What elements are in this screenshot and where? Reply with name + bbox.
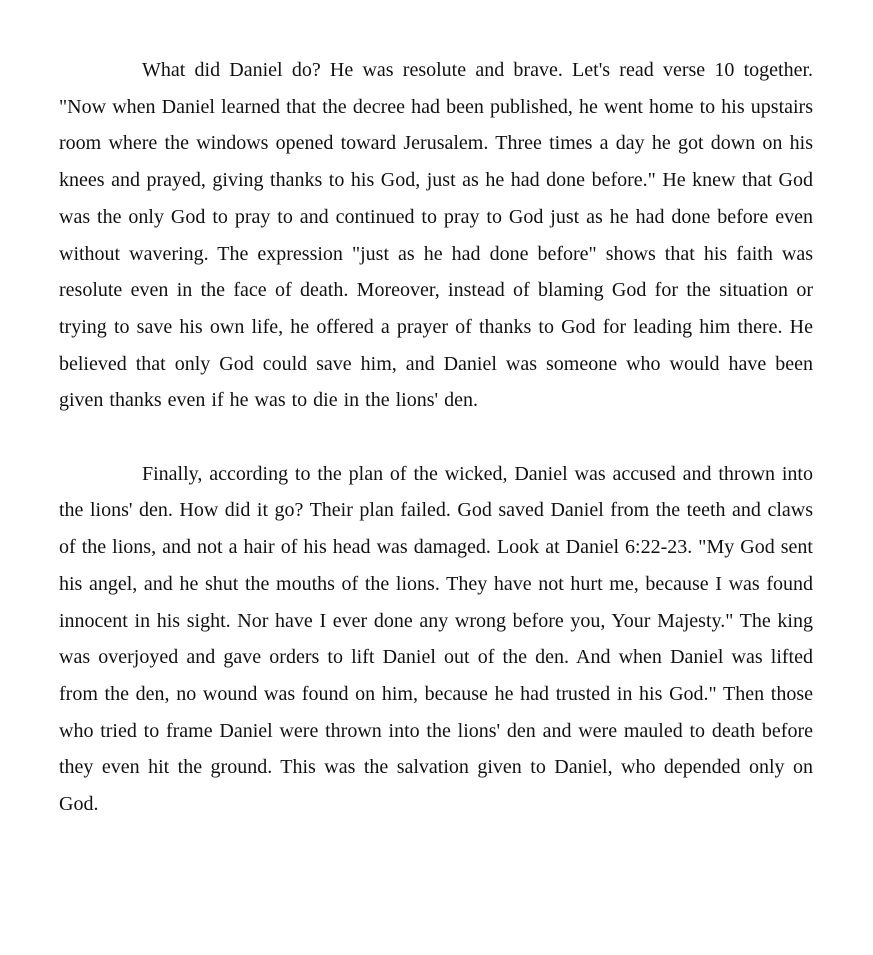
paragraph-daniel-resolute: What did Daniel do? He was resolute and brave. Let's read verse 10 together. "Now when Daniel learned that the decree had been published, he went home to his upstairs room where the windows opened toward Jerusalem. Three times a day he got down on his knees and prayed, giving thanks to his God, just as he had done before." He knew that God was the only God to pray to and continued to pray to God just as he had done before even without wavering. The expression "just as he had done before" shows that his faith was resolute even in the face of death. Moreover, instead of blaming God for the situation or trying to save his own life, he offered a prayer of thanks to God for leading him there. He believed that only God could save him, and Daniel was someone who would have been given thanks even if he was to die in the lions' den. — [59, 59, 813, 412]
document-page — [59, 52, 813, 823]
paragraph-daniel-saved: Finally, according to the plan of the wicked, Daniel was accused and thrown into the lions' den. How did it go? Their plan failed. God saved Daniel from the teeth and claws of the lions, and not a hair of his head was damaged. Look at Daniel 6:22-23. "My God sent his angel, and he shut the mouths of the lions. They have not hurt me, because I was found innocent in his sight. Nor have I ever done any wrong before you, Your Majesty." The king was overjoyed and gave orders to lift Daniel out of the den. And when Daniel was lifted from the den, no wound was found on him, because he had trusted in his God." Then those who tried to frame Daniel were thrown into the lions' den and were mauled to death before they even hit the ground. This was the salvation given to Daniel, who depended only on God. — [59, 462, 813, 816]
